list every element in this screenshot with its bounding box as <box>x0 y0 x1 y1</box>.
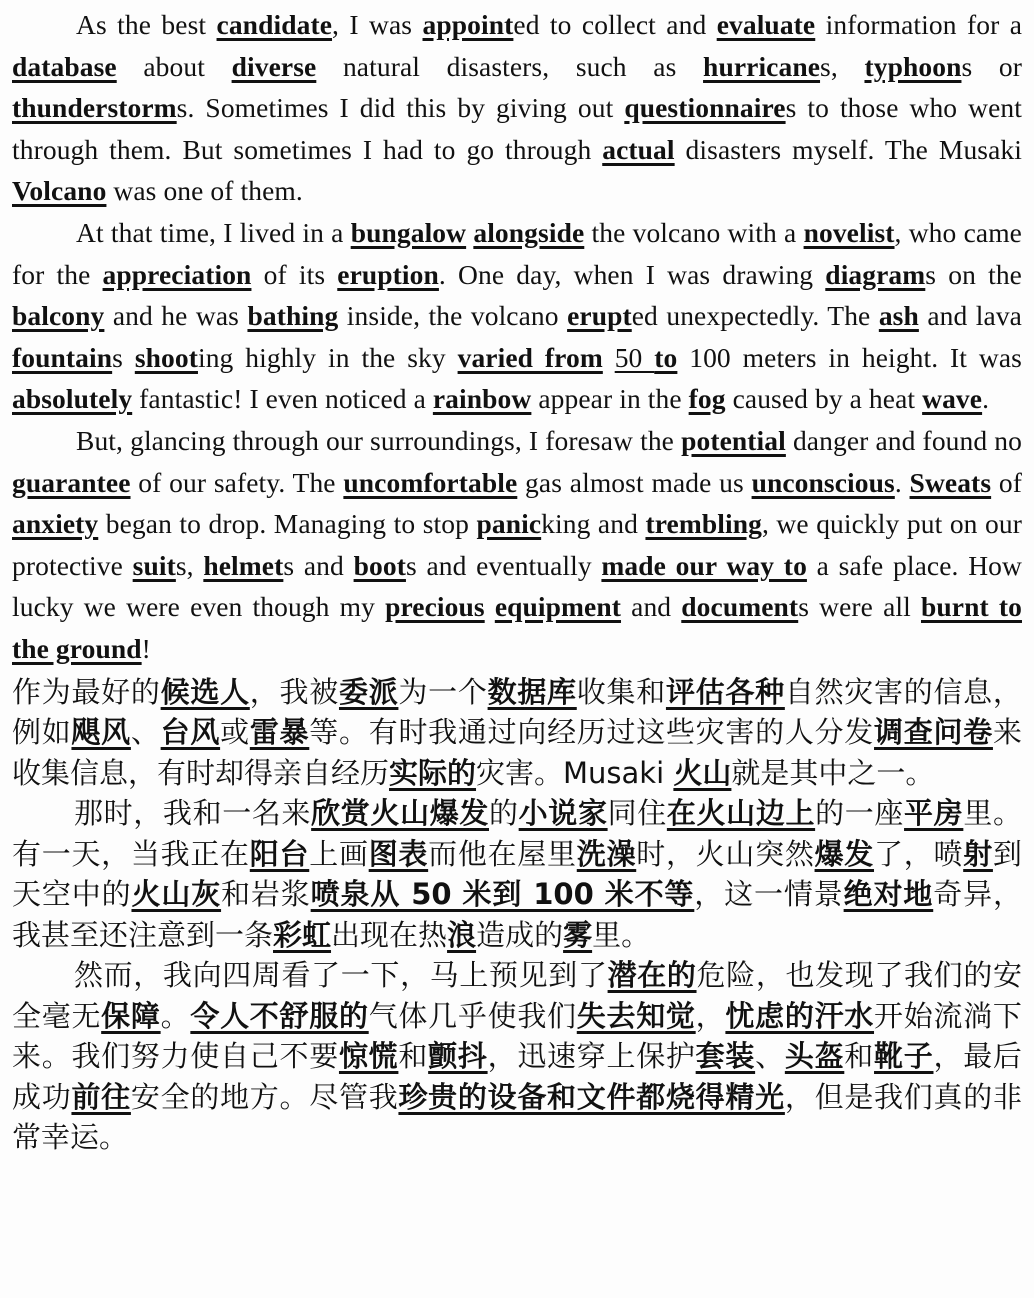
english-passage <box>12 4 1022 670</box>
vocabulary-keyword: typhoon <box>864 50 962 82</box>
vocabulary-keyword: anxiety <box>12 508 99 540</box>
text-run: ing highly in the sky <box>197 341 458 373</box>
text-run: 开始流淌下来。我们努力使自己不要 <box>12 998 1022 1073</box>
english-paragraph-2 <box>12 212 1022 420</box>
vocabulary-keyword: 雷暴 <box>249 715 310 749</box>
text-run: disasters myself. The Musaki <box>674 133 1022 165</box>
text-run: 危险，也发现了我们的安全毫无 <box>12 958 1022 1033</box>
text-run: ， <box>695 998 726 1033</box>
text-run: s or <box>961 50 1023 82</box>
text-run: 而他在屋里 <box>428 836 577 871</box>
vocabulary-keyword: 珍贵的设备和文件都烧得精光 <box>398 1079 785 1114</box>
text-run: ，我被 <box>249 674 339 709</box>
vocabulary-keyword: 射 <box>963 836 993 871</box>
vocabulary-keyword: 前往 <box>71 1079 131 1114</box>
text-run: gas almost made us <box>517 466 752 498</box>
vocabulary-keyword: 彩虹 <box>273 917 332 952</box>
vocabulary-keyword: erupt <box>567 300 632 332</box>
vocabulary-keyword: 欣赏火山爆发 <box>311 796 489 830</box>
vocabulary-keyword: 委派 <box>338 674 399 709</box>
vocabulary-keyword: uncomfortable <box>343 466 518 498</box>
vocabulary-keyword: evaluate <box>716 9 816 40</box>
english-paragraph-1 <box>12 4 1022 212</box>
vocabulary-keyword: 候选人 <box>160 674 250 709</box>
text-run: fantastic! I even noticed a <box>132 383 433 415</box>
vocabulary-keyword: 颤抖 <box>428 1039 488 1073</box>
vocabulary-keyword: 调查问卷 <box>874 715 993 749</box>
text-run: was one of them. <box>106 175 303 207</box>
vocabulary-keyword: Sweats <box>909 466 992 498</box>
vocabulary-keyword: absolutely <box>12 383 133 415</box>
vocabulary-keyword: 洗澡 <box>576 836 637 871</box>
vocabulary-keyword: rainbow <box>432 383 532 415</box>
vocabulary-keyword: questionnaire <box>624 92 786 124</box>
text-run: s and <box>283 549 354 581</box>
text-run: and he was <box>104 300 248 332</box>
vocabulary-keyword: balcony <box>12 300 105 332</box>
text-run: s on the <box>925 258 1022 290</box>
vocabulary-keyword: 失去知觉 <box>576 998 696 1033</box>
text-run: 灾害。Musaki <box>476 755 674 790</box>
text-run: At that time, I lived in a <box>76 216 351 248</box>
text-run: 安全的地方。尽管我 <box>130 1079 399 1114</box>
text-run: 收集和 <box>576 674 666 709</box>
vocabulary-keyword: document <box>681 591 799 623</box>
vocabulary-keyword: 绝对地 <box>843 877 934 911</box>
text-run: ed to collect and <box>513 9 717 40</box>
text-run: 自然灾害的信息，例如 <box>12 674 1022 749</box>
vocabulary-keyword: alongside <box>473 216 585 248</box>
vocabulary-keyword: made our way to <box>601 549 807 581</box>
text-run: 造成的 <box>476 917 564 952</box>
vocabulary-keyword: unconscious <box>751 466 895 498</box>
text-run: . <box>982 383 990 415</box>
text-run: s, <box>820 50 865 82</box>
text-run: inside, the volcano <box>338 300 568 332</box>
vocabulary-keyword: 浪 <box>447 917 477 952</box>
text-run: a safe place. How lucky we were even though my <box>12 549 1022 623</box>
vocabulary-keyword: helmet <box>203 549 284 581</box>
chinese-paragraph-1 <box>12 672 1022 794</box>
text-run: 的 <box>489 796 519 830</box>
vocabulary-keyword: diagram <box>825 258 926 290</box>
text-run: , who came for the <box>12 216 1022 290</box>
vocabulary-keyword: ash <box>878 300 919 332</box>
english-paragraph-3 <box>12 420 1022 670</box>
text-run: ，这一情景 <box>694 877 844 911</box>
text-run: ，最后成功 <box>12 1039 1022 1114</box>
text-run: 等。有时我通过向经历过这些灾害的人分发 <box>309 715 875 749</box>
vocabulary-keyword: 喷泉从 50 米到 100 米不等 <box>310 877 695 911</box>
vocabulary-keyword: shoot <box>134 341 198 373</box>
text-run <box>603 342 615 373</box>
text-run: As the best <box>76 9 217 40</box>
text-run: and <box>621 591 682 623</box>
text-run: s and eventually <box>405 549 602 581</box>
vocabulary-keyword: potential <box>681 424 786 456</box>
text-run: But, glancing through our surroundings, I foresaw the <box>76 424 682 456</box>
vocabulary-keyword: guarantee <box>12 466 131 498</box>
text-run: appear in the <box>531 383 689 415</box>
text-run: 、 <box>130 715 161 749</box>
text-run: , I was <box>332 9 423 40</box>
vocabulary-keyword: candidate <box>216 9 333 40</box>
text-run: 和岩浆 <box>221 877 311 911</box>
vocabulary-keyword: 雾 <box>563 917 593 952</box>
text-run: 气体几乎使我们 <box>368 998 577 1033</box>
text-run: 、 <box>755 1039 785 1073</box>
vocabulary-keyword: fountain <box>12 341 113 373</box>
vocabulary-keyword: wave <box>922 383 983 415</box>
text-run: about <box>116 50 232 82</box>
text-run: 那时，我和一名来 <box>74 796 312 830</box>
text-run: s <box>112 341 135 373</box>
text-run: 奇异，我甚至还注意到一条 <box>12 877 1022 952</box>
vocabulary-keyword: trembling <box>645 508 762 540</box>
text-run: 时，火山突然 <box>636 836 815 871</box>
vocabulary-keyword: bungalow <box>350 216 467 248</box>
vocabulary-keyword: 令人不舒服的 <box>190 998 369 1033</box>
vocabulary-keyword: 火山灰 <box>131 877 222 911</box>
chinese-translation <box>12 672 1022 1158</box>
text-run: 到天空中的 <box>12 836 1022 911</box>
text-run: s. Sometimes I did this by giving out <box>176 92 625 124</box>
text-run: s, <box>175 549 204 581</box>
vocabulary-keyword: varied from <box>457 341 603 373</box>
vocabulary-keyword: 火山 <box>673 755 732 790</box>
vocabulary-keyword: 实际的 <box>389 755 477 790</box>
text-run: danger and found no <box>785 424 1023 456</box>
text-run: . <box>894 466 910 498</box>
text-run: ! <box>141 632 151 664</box>
text-run: 和 <box>844 1039 875 1073</box>
text-run: ，但是我们真的非常幸运。 <box>12 1079 1022 1154</box>
vocabulary-keyword: boot <box>353 549 406 581</box>
vocabulary-keyword: 在火山边上 <box>666 796 816 830</box>
text-run: 就是其中之一。 <box>731 755 935 790</box>
text-run: of its <box>251 258 338 290</box>
text-run: 来收集信息，有时却得亲自经历 <box>12 715 1022 790</box>
vocabulary-keyword: 台风 <box>160 715 221 749</box>
vocabulary-keyword: thunderstorm <box>12 92 177 124</box>
text-run: 作为最好的 <box>12 674 161 709</box>
vocabulary-keyword: 靴子 <box>874 1039 934 1073</box>
vocabulary-keyword: 套装 <box>695 1039 756 1073</box>
text-run: 里。有一天，当我正在 <box>12 796 1022 871</box>
vocabulary-keyword: 评估各种 <box>665 674 785 709</box>
text-run <box>485 591 495 622</box>
vocabulary-keyword: database <box>12 50 117 82</box>
vocabulary-keyword: 头盔 <box>784 1039 845 1073</box>
text-run: , we quickly put on our protective <box>12 508 1022 581</box>
vocabulary-keyword: 数据库 <box>487 674 577 709</box>
text-run: and lava <box>918 300 1022 332</box>
vocabulary-keyword: 潜在的 <box>607 958 697 992</box>
text-run: 同住 <box>607 796 667 830</box>
vocabulary-keyword: to <box>654 341 678 373</box>
vocabulary-keyword: appoint <box>422 9 514 40</box>
text-run: 。 <box>160 998 191 1033</box>
text-run: 了，喷 <box>874 836 964 871</box>
vocabulary-keyword: Volcano <box>12 175 107 207</box>
vocabulary-keyword: equipment <box>494 591 622 623</box>
vocabulary-keyword: appreciation <box>102 258 252 290</box>
vocabulary-keyword: bathing <box>247 300 339 332</box>
text-run: information for a <box>815 9 1023 40</box>
vocabulary-keyword: hurricane <box>703 50 821 82</box>
vocabulary-keyword: fog <box>688 383 726 415</box>
vocabulary-keyword: 忧虑的汗水 <box>725 998 875 1033</box>
vocabulary-keyword: panic <box>476 508 542 540</box>
text-run: 为一个 <box>398 674 488 709</box>
vocabulary-keyword: 图表 <box>368 836 429 871</box>
text-run: ，迅速穿上保护 <box>487 1039 696 1073</box>
vocabulary-keyword: actual <box>602 133 675 165</box>
text-run: 出现在热 <box>331 917 448 952</box>
text-run: of <box>991 466 1022 498</box>
underlined-text: 50 <box>614 341 655 373</box>
text-run: s were all <box>798 591 921 623</box>
vocabulary-keyword: eruption <box>337 258 439 290</box>
text-run: of our safety. The <box>130 466 344 498</box>
text-run: s to those who went through them. But sometimes I had to go through <box>12 92 1022 165</box>
vocabulary-keyword: 惊慌 <box>338 1039 399 1073</box>
text-run: the volcano with a <box>584 216 804 248</box>
text-run: 或 <box>220 715 250 749</box>
text-run: natural disasters, such as <box>316 50 704 82</box>
vocabulary-keyword: precious <box>385 591 485 623</box>
text-run: began to drop. Managing to stop <box>98 508 477 540</box>
text-run: 里。 <box>592 917 651 952</box>
chinese-paragraph-2 <box>12 793 1022 955</box>
text-run: ed unexpectedly. The <box>631 300 879 332</box>
vocabulary-keyword: novelist <box>803 216 895 248</box>
vocabulary-keyword: 阳台 <box>249 836 310 871</box>
vocabulary-keyword: 飓风 <box>71 715 131 749</box>
vocabulary-keyword: suit <box>132 549 176 581</box>
text-run: 然而，我向四周看了一下，马上预见到了 <box>74 958 608 992</box>
text-run: . One day, when I was drawing <box>438 258 826 290</box>
text-run: 上画 <box>309 836 369 871</box>
vocabulary-keyword: 平房 <box>904 796 964 830</box>
text-run: 100 meters in height. It was <box>677 341 1022 373</box>
vocabulary-keyword: burnt to the ground <box>12 591 1022 664</box>
text-run: caused by a heat <box>725 383 923 415</box>
text-run: king and <box>541 508 646 540</box>
chinese-paragraph-3 <box>12 955 1022 1158</box>
vocabulary-keyword: 爆发 <box>814 836 875 871</box>
text-run: 和 <box>398 1039 429 1073</box>
vocabulary-keyword: diverse <box>231 50 317 82</box>
text-run: 的一座 <box>815 796 905 830</box>
vocabulary-keyword: 保障 <box>101 998 161 1033</box>
vocabulary-keyword: 小说家 <box>518 796 608 830</box>
